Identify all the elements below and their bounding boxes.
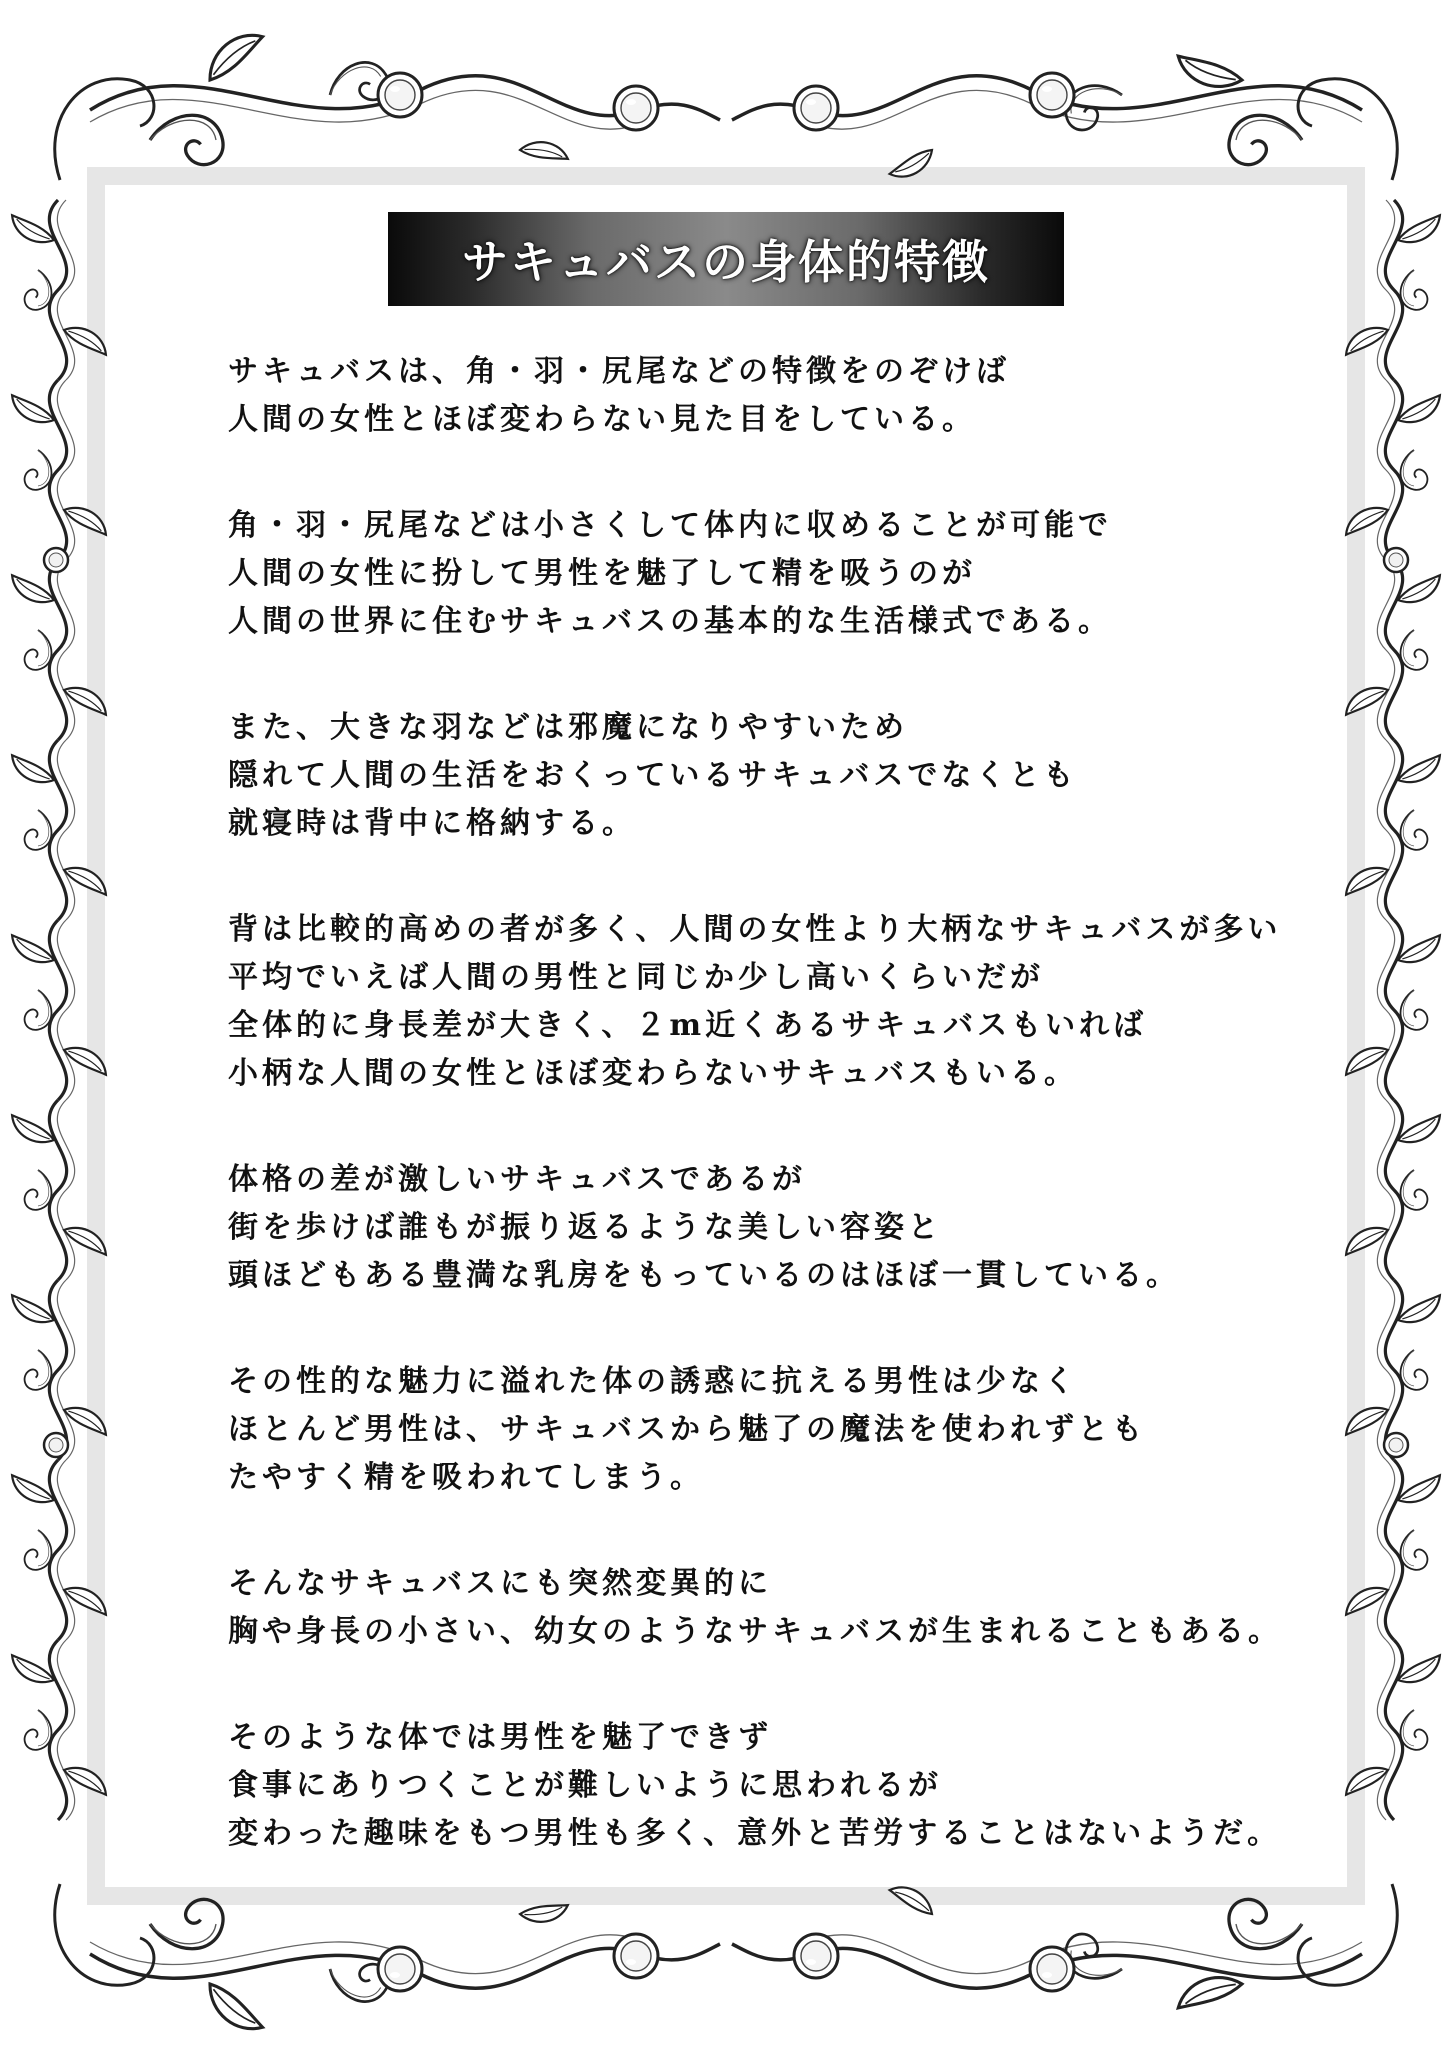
text-line: 人間の女性に扮して男性を魅了して精を吸うのが bbox=[228, 556, 976, 591]
text-line: 街を歩けば誰もが振り返るような美しい容姿と bbox=[228, 1210, 942, 1245]
text-line: そのような体では男性を魅了できず bbox=[228, 1720, 772, 1755]
paragraph-3 bbox=[228, 704, 1238, 848]
text-line: 胸や身長の小さい、幼女のようなサキュバスが生まれることもある。 bbox=[228, 1614, 1282, 1649]
text-line: 角・羽・尻尾などは小さくして体内に収めることが可能で bbox=[228, 508, 1112, 543]
text-line: 背は比較的高めの者が多く、人間の女性より大柄なサキュバスが多い bbox=[228, 912, 1282, 947]
title-banner bbox=[388, 212, 1064, 306]
page-title: サキュバスの身体的特徴 bbox=[462, 235, 990, 289]
text-line: 頭ほどもある豊満な乳房をもっているのはほぼ一貫している。 bbox=[228, 1258, 1180, 1293]
text-line: ほとんど男性は、サキュバスから魅了の魔法を使われずとも bbox=[228, 1412, 1146, 1447]
text-line: 隠れて人間の生活をおくっているサキュバスでなくとも bbox=[228, 758, 1078, 793]
text-line: たやすく精を吸われてしまう。 bbox=[228, 1460, 704, 1495]
paragraph-5 bbox=[228, 1156, 1238, 1300]
paragraph-4 bbox=[228, 906, 1282, 1098]
text-line: 人間の世界に住むサキュバスの基本的な生活様式である。 bbox=[228, 604, 1112, 639]
text-line: 体格の差が激しいサキュバスであるが bbox=[228, 1162, 806, 1197]
body-text bbox=[228, 348, 1282, 1916]
paragraph-7 bbox=[228, 1560, 1282, 1656]
text-line: また、大きな羽などは邪魔になりやすいため bbox=[228, 710, 908, 745]
text-line: 人間の女性とほぼ変わらない見た目をしている。 bbox=[228, 402, 976, 437]
paragraph-2 bbox=[228, 502, 1238, 646]
paragraph-1 bbox=[228, 348, 1238, 444]
text-line: 全体的に身長差が大きく、２m近くあるサキュバスもいれば bbox=[228, 1008, 1148, 1043]
text-line: 平均でいえば人間の男性と同じか少し高いくらいだが bbox=[228, 960, 1044, 995]
text-line: そんなサキュバスにも突然変異的に bbox=[228, 1566, 772, 1601]
text-line: サキュバスは、角・羽・尻尾などの特徴をのぞけば bbox=[228, 354, 1010, 389]
text-line: その性的な魅力に溢れた体の誘惑に抗える男性は少なく bbox=[228, 1364, 1078, 1399]
text-line: 就寝時は背中に格納する。 bbox=[228, 806, 636, 841]
text-line: 変わった趣味をもつ男性も多く、意外と苦労することはないようだ。 bbox=[228, 1816, 1282, 1851]
text-line: 食事にありつくことが難しいように思われるが bbox=[228, 1768, 942, 1803]
paragraph-8 bbox=[228, 1714, 1282, 1858]
text-line: 小柄な人間の女性とほぼ変わらないサキュバスもいる。 bbox=[228, 1056, 1078, 1091]
paragraph-6 bbox=[228, 1358, 1238, 1502]
